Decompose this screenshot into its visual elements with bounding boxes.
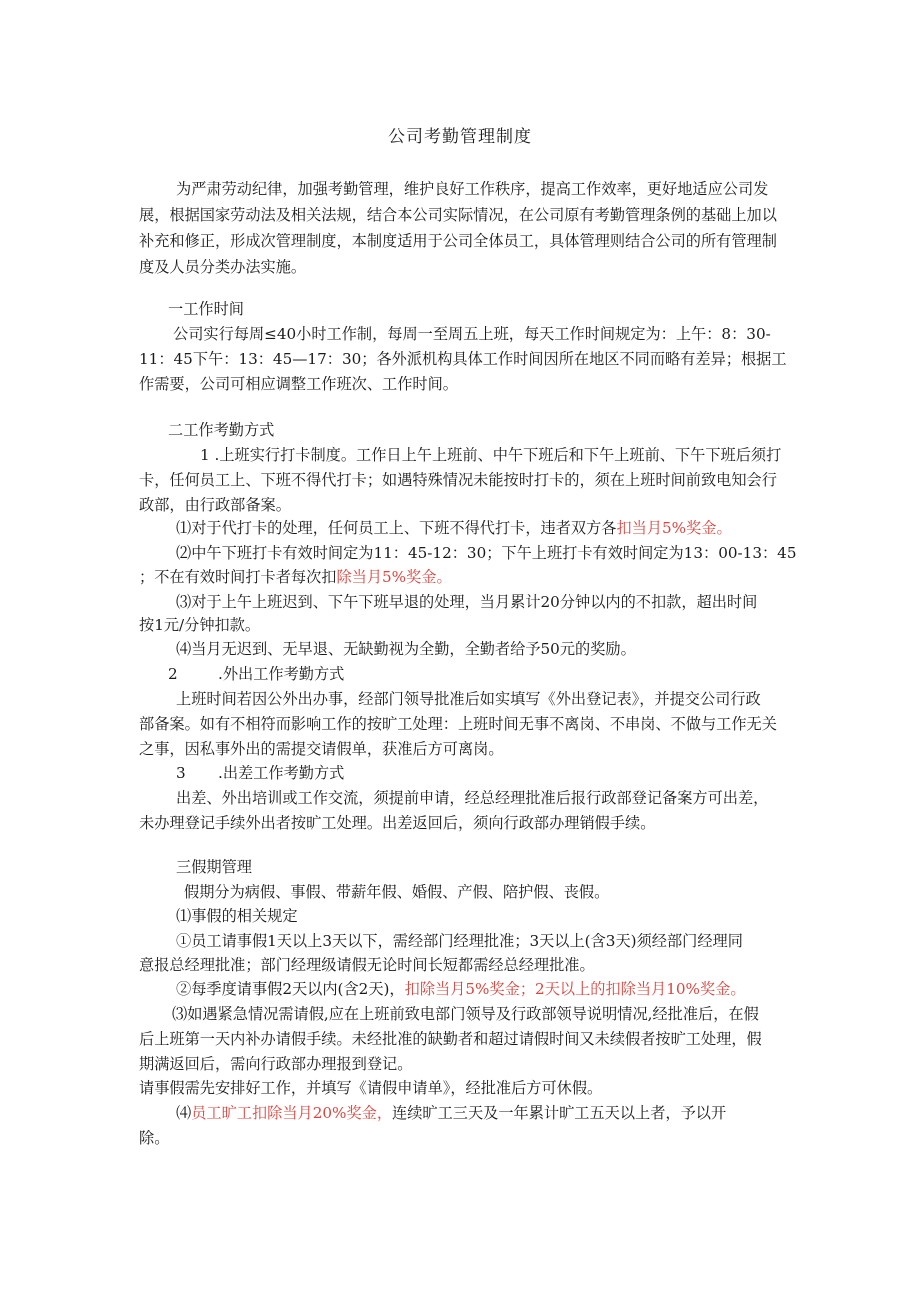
subsection-heading-business-trip: .出差工作考勤方式 xyxy=(218,764,345,782)
list-item-late-cont: 按1元/分钟扣款。 xyxy=(139,616,261,634)
paragraph-line: 政部，由行政部备案。 xyxy=(139,496,291,514)
paragraph-line: 期满返回后，需向行政部办理报到登记。 xyxy=(139,1055,413,1073)
penalty-highlight: 扣除当月5%奖金；2天以上的扣除当月10%奖金。 xyxy=(404,980,746,998)
list-item-noon-punch: ⑵中午下班打卡有效时间定为11：45-12：30；下午上班打卡有效时间定为13：00-13：45 xyxy=(176,544,797,562)
subsection-heading-personal-leave: ⑴事假的相关规定 xyxy=(176,907,298,925)
list-item-quarterly-leave xyxy=(176,978,746,1000)
list-item-proxy-punch xyxy=(176,517,732,539)
paragraph-line: 请事假需先安排好工作，并填写《请假申请单》，经批准后方可休假。 xyxy=(139,1079,603,1097)
subsection-number: 2 xyxy=(168,665,178,683)
list-item-text: ⑷ xyxy=(176,1104,192,1122)
paragraph-line: 假期分为病假、事假、带薪年假、婚假、产假、陪护假、丧假。 xyxy=(184,883,610,901)
intro-line: 补充和修正，形成次管理制度，本制度适用于公司全体员工，具体管理则结合公司的所有管理制 xyxy=(139,232,777,250)
list-item-full-attendance: ⑷当月无迟到、无早退、无缺勤视为全勤，全勤者给予50元的奖励。 xyxy=(176,640,636,658)
paragraph-line: ①员工请事假1天以上3天以下，需经部门经理批准；3天以上(含3天)须经部门经理同 xyxy=(176,932,743,950)
paragraph-line: 意报总经理批准；部门经理级请假无论时间长短都需经总经理批准。 xyxy=(139,956,595,974)
paragraph-line: 1 .上班实行打卡制度。工作日上午上班前、中午下班后和下午上班前、下午下班后须打 xyxy=(200,446,782,464)
intro-line: 度及人员分类办法实施。 xyxy=(139,258,307,276)
penalty-highlight: 员工旷工扣除当月20%奖金， xyxy=(191,1104,393,1122)
paragraph-line: 后上班第一天内补办请假手续。未经批准的缺勤者和超过请假时间又未续假者按旷工处理，假 xyxy=(139,1030,762,1048)
list-item-text: 连续旷工三天及一年累计旷工五天以上者，予以开 xyxy=(392,1104,727,1122)
document-title: 公司考勤管理制度 xyxy=(388,127,532,147)
paragraph-line: 部备案。如有不相符而影响工作的按旷工处理：上班时间无事不离岗、不串岗、不做与工作无关 xyxy=(139,715,777,733)
paragraph-line: ⑶如遇紧急情况需请假,应在上班前致电部门领导及行政部领导说明情况,经批准后，在假 xyxy=(172,1005,759,1023)
section-heading-work-time: 一工作时间 xyxy=(168,300,244,318)
intro-line: 为严肃劳动纪律，加强考勤管理，维护良好工作秩序，提高工作效率，更好地适应公司发 xyxy=(176,180,769,198)
paragraph-line: 未办理登记手续外出者按旷工处理。出差返回后，须向行政部办理销假手续。 xyxy=(139,814,656,832)
paragraph-line: 卡，任何员工上、下班不得代打卡；如遇特殊情况未能按时打卡的，须在上班时间前致电知会行 xyxy=(139,471,777,489)
paragraph-line: 作需要，公司可相应调整工作班次、工作时间。 xyxy=(139,375,458,393)
paragraph-line: 之事，因私事外出的需提交请假单，获准后方可离岗。 xyxy=(139,740,504,758)
subsection-number: 3 xyxy=(176,764,186,782)
paragraph-line: 上班时间若因公外出办事，经部门领导批准后如实填写《外出登记表》，并提交公司行政 xyxy=(176,690,761,708)
paragraph-line: 11：45下午：13：45—17：30；各外派机构具体工作时间因所在地区不同而略有差异；根据工 xyxy=(139,350,787,368)
list-item-noon-punch-cont xyxy=(139,566,452,588)
list-item-text: ②每季度请事假2天以内(含2天)， xyxy=(176,980,405,998)
list-item-text: ；不在有效时间打卡者每次扣 xyxy=(139,568,337,586)
paragraph-line: 公司实行每周≤40小时工作制，每周一至周五上班，每天工作时间规定为：上午：8：30- xyxy=(173,325,771,343)
list-item-late: ⑶对于上午上班迟到、下午下班早退的处理，当月累计20分钟以内的不扣款，超出时间 xyxy=(176,593,758,611)
paragraph-line: 除。 xyxy=(139,1129,170,1147)
paragraph-line: 出差、外出培训或工作交流，须提前申请，经总经理批准后报行政部登记备案方可出差， xyxy=(176,789,769,807)
penalty-highlight: 除当月5%奖金。 xyxy=(336,568,452,586)
intro-line: 展，根据国家劳动法及相关法规，结合本公司实际情况，在公司原有考勤管理条例的基础上加以 xyxy=(139,206,777,224)
list-item-absenteeism xyxy=(176,1102,726,1124)
section-heading-attendance: 二工作考勤方式 xyxy=(168,421,275,439)
section-heading-leave: 三假期管理 xyxy=(176,858,252,876)
penalty-highlight: 扣当月5%奖金。 xyxy=(616,519,732,537)
list-item-text: ⑴对于代打卡的处理，任何员工上、下班不得代打卡，违者双方各 xyxy=(176,519,617,537)
subsection-heading-outside-work: .外出工作考勤方式 xyxy=(218,665,345,683)
